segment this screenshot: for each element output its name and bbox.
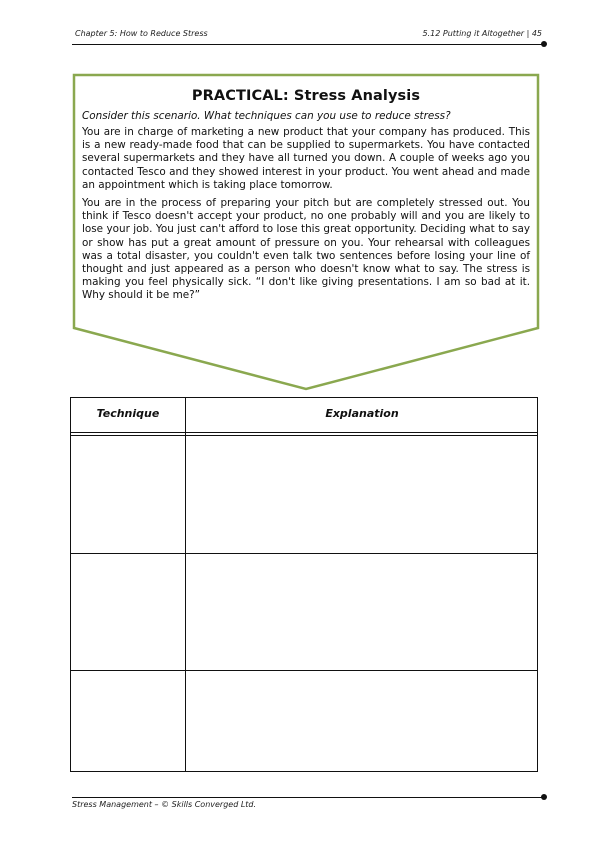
practical-subtitle: Consider this scenario. What techniques can you use to reduce stress? bbox=[82, 110, 451, 122]
technique-table bbox=[70, 397, 538, 772]
practical-box bbox=[82, 88, 530, 308]
explanation-cell[interactable] bbox=[186, 554, 537, 670]
technique-header: Technique bbox=[96, 407, 160, 420]
technique-cell[interactable] bbox=[71, 436, 185, 553]
footer-rule bbox=[72, 797, 544, 798]
table-row bbox=[71, 436, 537, 553]
explanation-cell[interactable] bbox=[186, 671, 537, 771]
scenario-paragraph: You are in the process of preparing your pitch but are completely stressed out. You think if Tesco doesn't accept your product, no one probably will and you are likely to lose your job. You just can't afford to lose this great opportunity. Deciding what to say or show has put a great amount of pressure on you. Your rehearsal with colleagues was a total disaster, you couldn't even talk two sentences before losing your line of thought and just appeared as a person who doesn't know what to say. The stress is making you feel physically sick. “I don't like giving presentations. I am so bad at it. Why should it be me?” bbox=[82, 197, 530, 302]
table-row bbox=[71, 671, 537, 771]
practical-title: PRACTICAL: Stress Analysis bbox=[191, 88, 421, 104]
chapter-title: Chapter 5: How to Reduce Stress bbox=[75, 29, 208, 38]
technique-cell[interactable] bbox=[71, 554, 185, 670]
footer-copyright: Stress Management – © Skills Converged Ltd. bbox=[72, 800, 257, 809]
table-row bbox=[71, 554, 537, 670]
section-page-number: 5.12 Putting it Altogether | 45 bbox=[422, 29, 542, 38]
explanation-cell[interactable] bbox=[186, 436, 537, 553]
technique-cell[interactable] bbox=[71, 671, 185, 771]
scenario-paragraph: You are in charge of marketing a new product that your company has produced. This is a new ready-made food that can be supplied to supermarkets. You have contacted several supermarkets and they have all turned you down. A couple of weeks ago you contacted Tesco and they showed interest in your product. You went ahead and made an appointment which is taking place tomorrow. bbox=[82, 126, 530, 191]
explanation-header: Explanation bbox=[325, 407, 399, 420]
footer-rule-dot bbox=[541, 794, 547, 800]
header-divider bbox=[71, 432, 537, 433]
